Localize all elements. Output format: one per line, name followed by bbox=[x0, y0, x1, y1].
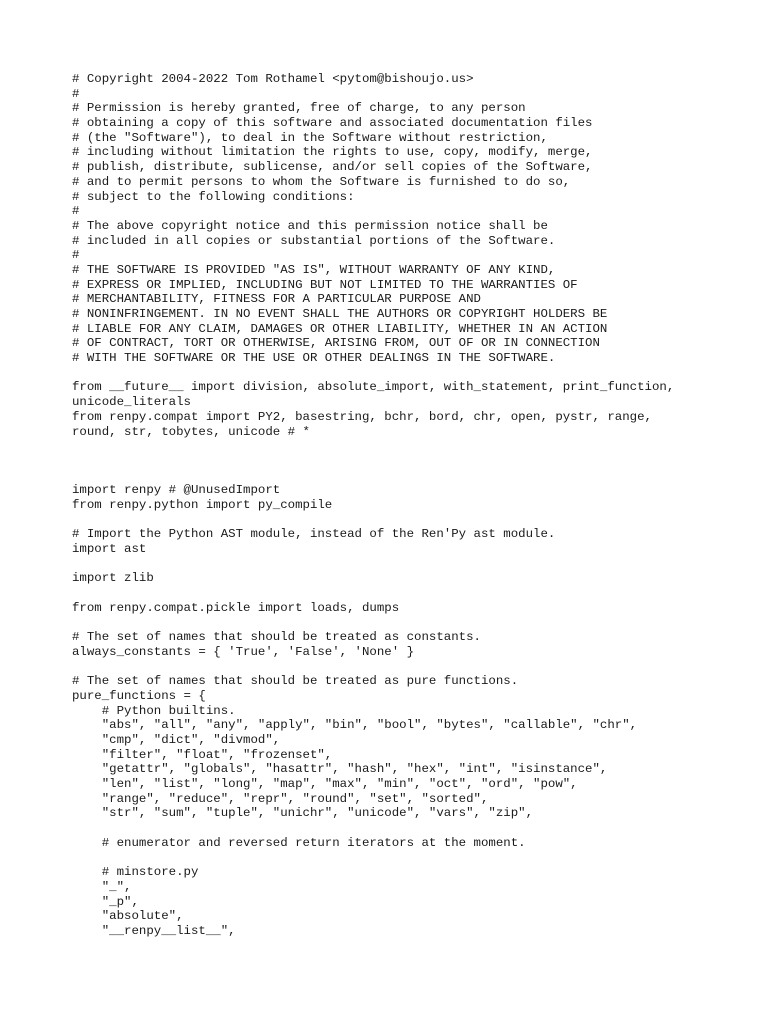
code-line: "abs", "all", "any", "apply", "bin", "bool", "bytes", "callable", "chr", bbox=[72, 718, 638, 733]
code-line: "filter", "float", "frozenset", bbox=[72, 747, 333, 762]
code-line: import zlib bbox=[72, 571, 154, 586]
code-line: # MERCHANTABILITY, FITNESS FOR A PARTICULAR PURPOSE AND bbox=[72, 292, 481, 307]
code-line bbox=[72, 586, 674, 601]
code-line: # Import the Python AST module, instead of the Ren'Py ast module. bbox=[72, 527, 556, 542]
code-line: "str", "sum", "tuple", "unichr", "unicode", "vars", "zip", bbox=[72, 806, 534, 821]
code-line: # minstore.py bbox=[72, 865, 199, 880]
code-line bbox=[72, 821, 674, 836]
code-line: "absolute", bbox=[72, 909, 184, 924]
code-line bbox=[72, 660, 674, 675]
code-line: # and to permit persons to whom the Software is furnished to do so, bbox=[72, 174, 571, 189]
code-listing bbox=[72, 72, 674, 939]
code-line: # subject to the following conditions: bbox=[72, 189, 355, 204]
code-line: # bbox=[72, 86, 80, 101]
code-line: # enumerator and reversed return iterators at the moment. bbox=[72, 835, 526, 850]
code-line: # LIABLE FOR ANY CLAIM, DAMAGES OR OTHER LIABILITY, WHETHER IN AN ACTION bbox=[72, 321, 608, 336]
code-line: from renpy.compat.pickle import loads, dumps bbox=[72, 600, 400, 615]
code-line: # OF CONTRACT, TORT OR OTHERWISE, ARISING FROM, OUT OF OR IN CONNECTION bbox=[72, 336, 600, 351]
code-line bbox=[72, 469, 674, 484]
code-line: "cmp", "dict", "divmod", bbox=[72, 732, 281, 747]
code-line: "_p", bbox=[72, 894, 139, 909]
code-line bbox=[72, 615, 674, 630]
code-line: # EXPRESS OR IMPLIED, INCLUDING BUT NOT LIMITED TO THE WARRANTIES OF bbox=[72, 277, 578, 292]
code-line: from renpy.python import py_compile bbox=[72, 497, 333, 512]
code-line: # bbox=[72, 204, 80, 219]
code-line: # The set of names that should be treated as constants. bbox=[72, 630, 481, 645]
code-line bbox=[72, 454, 674, 469]
code-line: "range", "reduce", "repr", "round", "set", "sorted", bbox=[72, 791, 489, 806]
code-line: pure_functions = { bbox=[72, 688, 206, 703]
code-line: from renpy.compat import PY2, basestring, bchr, bord, chr, open, pystr, range, bbox=[72, 409, 652, 424]
code-line: # publish, distribute, sublicense, and/or sell copies of the Software, bbox=[72, 160, 593, 175]
code-line: # bbox=[72, 248, 80, 263]
code-line: "getattr", "globals", "hasattr", "hash", "hex", "int", "isinstance", bbox=[72, 762, 608, 777]
code-line: always_constants = { 'True', 'False', 'None' } bbox=[72, 644, 415, 659]
code-line: "len", "list", "long", "map", "max", "min", "oct", "ord", "pow", bbox=[72, 777, 578, 791]
code-line: # WITH THE SOFTWARE OR THE USE OR OTHER DEALINGS IN THE SOFTWARE. bbox=[72, 351, 556, 366]
code-line bbox=[72, 557, 674, 572]
code-line: # NONINFRINGEMENT. IN NO EVENT SHALL THE AUTHORS OR COPYRIGHT HOLDERS BE bbox=[72, 307, 608, 321]
code-line: from __future__ import division, absolute_import, with_statement, print_function, bbox=[72, 380, 675, 395]
code-line: # obtaining a copy of this software and associated documentation files bbox=[72, 116, 593, 131]
code-line: # included in all copies or substantial portions of the Software. bbox=[72, 233, 556, 248]
code-line bbox=[72, 439, 674, 454]
code-line: unicode_literals bbox=[72, 395, 191, 410]
code-line: # THE SOFTWARE IS PROVIDED "AS IS", WITHOUT WARRANTY OF ANY KIND, bbox=[72, 262, 556, 277]
code-line bbox=[72, 366, 674, 381]
code-line: "__renpy__list__", bbox=[72, 923, 236, 938]
code-line: # Copyright 2004-2022 Tom Rothamel <pytom@bishoujo.us> bbox=[72, 72, 474, 86]
code-line: import ast bbox=[72, 542, 147, 556]
code-line: # (the "Software"), to deal in the Software without restriction, bbox=[72, 130, 548, 145]
code-line bbox=[72, 850, 674, 865]
code-line: # Permission is hereby granted, free of charge, to any person bbox=[72, 101, 526, 116]
code-line: # The set of names that should be treated as pure functions. bbox=[72, 674, 519, 689]
code-line: # The above copyright notice and this permission notice shall be bbox=[72, 218, 548, 233]
code-line: "_", bbox=[72, 879, 132, 894]
code-line: # including without limitation the rights to use, copy, modify, merge, bbox=[72, 145, 593, 160]
code-line: round, str, tobytes, unicode # * bbox=[72, 424, 310, 439]
code-line bbox=[72, 513, 674, 528]
code-line: import renpy # @UnusedImport bbox=[72, 483, 281, 498]
code-line: # Python builtins. bbox=[72, 703, 236, 718]
